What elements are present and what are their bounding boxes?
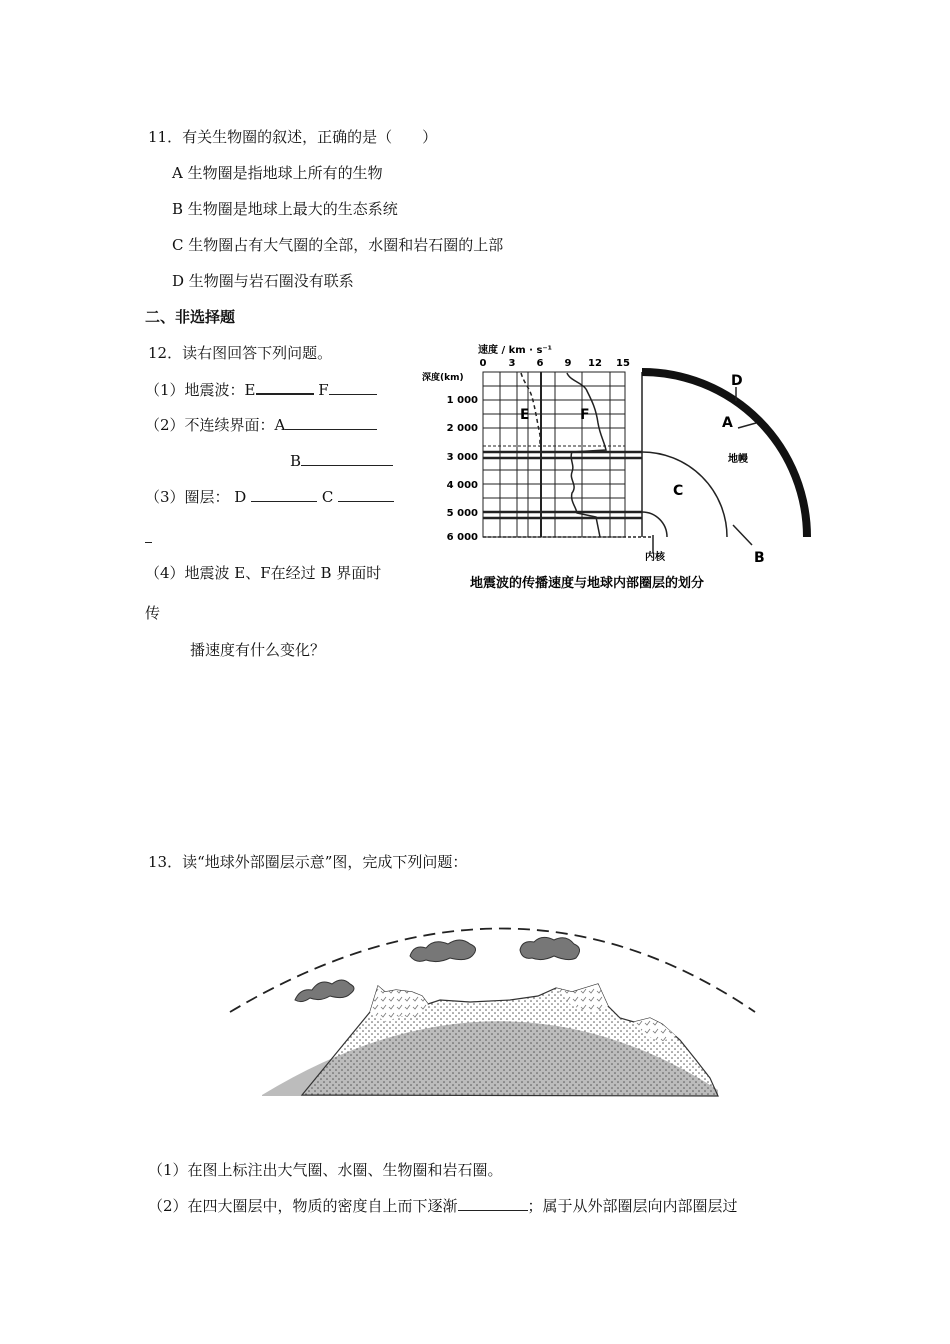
label-mantle: 地幔 — [728, 454, 748, 465]
q11-option-b: B 生物圈是地球上最大的生态系统 — [172, 200, 398, 218]
answer-blank-e[interactable] — [256, 379, 314, 395]
speed-tick-6: 6 — [536, 358, 544, 369]
q12-part3-c: C — [321, 488, 334, 506]
q13-part2 — [148, 1196, 738, 1216]
answer-blank-b[interactable] — [301, 451, 393, 466]
cloud-middle — [410, 940, 476, 962]
q11-stem: 11．有关生物圈的叙述，正确的是（ ） — [148, 128, 438, 146]
depth-tick-1000: 1 000 — [446, 395, 478, 406]
q12-part3-label: （3）圈层： D — [145, 488, 247, 506]
q12-part3 — [145, 487, 394, 507]
earth-spheres-figure — [220, 900, 760, 1110]
answer-blank-density[interactable] — [458, 1196, 528, 1211]
figure12-caption: 地震波的传播速度与地球内部圈层的划分 — [470, 576, 705, 591]
q12-part2-b-line — [290, 451, 393, 471]
q12-stem: 12．读右图回答下列问题。 — [148, 344, 333, 362]
q12-part1-f: F — [318, 381, 329, 399]
speed-axis-label: 速度 / km · s⁻¹ — [478, 345, 553, 356]
q13-stem: 13．读“地球外部圈层示意”图，完成下列问题： — [148, 853, 468, 871]
q11-option-c: C 生物圈占有大气圈的全部，水圈和岩石圈的上部 — [172, 236, 504, 254]
stray-underline — [145, 542, 152, 543]
q13-part2-text-b: ；属于从外部圈层向内部圈层过 — [527, 1197, 738, 1215]
lithosphere-landmass — [302, 984, 718, 1096]
speed-depth-grid — [483, 372, 652, 537]
answer-blank-c[interactable] — [338, 487, 394, 502]
answer-blank-f[interactable] — [329, 380, 377, 395]
answer-blank-a[interactable] — [285, 415, 377, 430]
inner-core-boundary — [642, 512, 667, 537]
depth-tick-5000: 5 000 — [446, 508, 478, 519]
q12-part4-line2: 传 — [145, 604, 161, 622]
speed-tick-12: 12 — [588, 358, 602, 369]
q12-part2-label: （2）不连续界面：A — [145, 416, 286, 434]
q13-part1: （1）在图上标注出大气圈、水圈、生物圈和岩石圈。 — [148, 1161, 503, 1179]
seismic-wave-figure — [420, 335, 820, 600]
crust-layer — [642, 372, 807, 537]
depth-axis-label: 深度(km) — [422, 373, 464, 383]
q11-option-d: D 生物圈与岩石圈没有联系 — [172, 272, 354, 290]
q12-part4-line3: 播速度有什么变化？ — [190, 641, 326, 659]
depth-tick-4000: 4 000 — [446, 480, 478, 491]
answer-blank-d[interactable] — [251, 487, 317, 502]
pointer-a — [738, 423, 756, 428]
label-b: B — [754, 550, 765, 566]
q13-part2-text-a: （2）在四大圈层中，物质的密度自上而下逐渐 — [148, 1197, 458, 1215]
label-a: A — [722, 415, 733, 431]
q12-part1 — [145, 379, 377, 400]
wave-f-label: F — [580, 407, 590, 423]
wave-e-label: E — [520, 407, 530, 423]
label-d: D — [731, 373, 743, 389]
section-heading: 二、非选择题 — [145, 308, 236, 326]
depth-tick-6000: 6 000 — [446, 532, 478, 543]
cloud-right — [520, 937, 580, 959]
q12-part4-line1: （4）地震波 E、F在经过 B 界面时 — [145, 564, 382, 582]
label-inner-core: 内核 — [645, 552, 665, 563]
cloud-left — [295, 980, 354, 1002]
outer-core-boundary — [642, 452, 727, 537]
q11-option-a: A 生物圈是指地球上所有的生物 — [172, 164, 383, 182]
pointer-b — [733, 525, 752, 545]
speed-tick-0: 0 — [479, 358, 487, 369]
speed-tick-3: 3 — [508, 358, 516, 369]
label-c: C — [673, 483, 684, 499]
depth-ticks — [447, 395, 478, 543]
depth-tick-3000: 3 000 — [446, 452, 478, 463]
speed-tick-9: 9 — [564, 358, 572, 369]
q12-part1-label: （1）地震波：E — [145, 381, 256, 399]
speed-ticks — [480, 358, 630, 369]
q12-part2-b: B — [290, 452, 302, 470]
q12-part2 — [145, 415, 377, 435]
depth-tick-2000: 2 000 — [446, 423, 478, 434]
speed-tick-15: 15 — [616, 358, 630, 369]
